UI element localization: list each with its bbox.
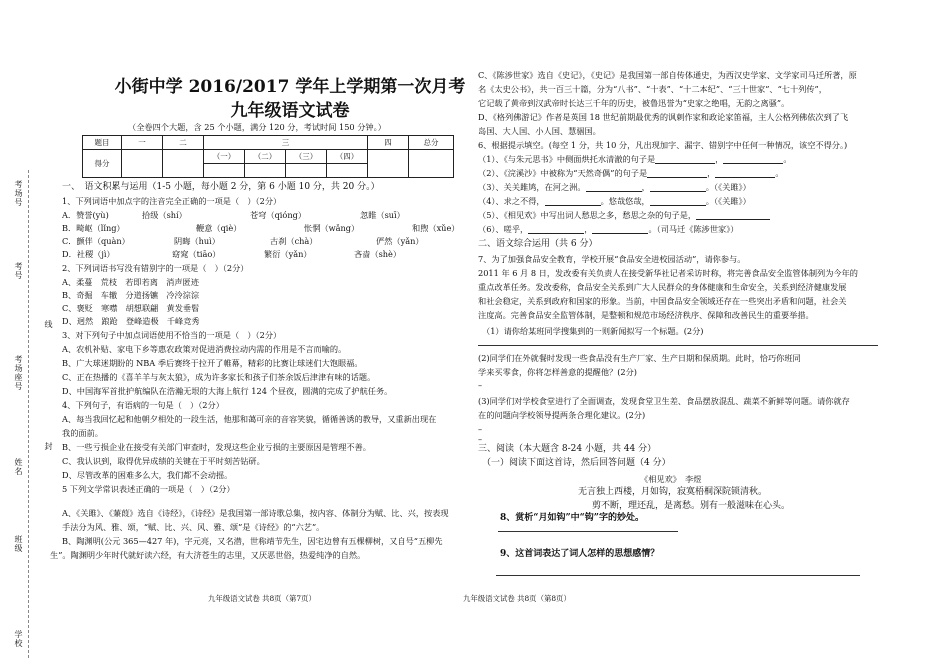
q1-d1: D．社稷（jì） [62, 249, 115, 259]
page-footer-left: 九年级语文试卷 共8页（第7页） [208, 594, 316, 603]
q6-5-text: （5）、《相见欢》中写出词人愁思之多，愁思之杂的句子是， [478, 210, 697, 220]
cell-four: 四 [368, 136, 409, 150]
cell-score-4[interactable] [368, 150, 409, 178]
q3-c: C、正在热播的《喜羊羊与灰太狼》，成为许多家长和孩子们茶余饭后津津有味的话题。 [62, 372, 376, 382]
q7-news-2: 重点改革任务。发改委称，食品安全关系到广大人民群众的身体健康和生命安全，关系到经济健康发展 [478, 282, 847, 292]
poem-title: 《相见欢》 李煜 [640, 474, 702, 484]
blank[interactable] [647, 177, 707, 178]
q1-b2: 鞭意（qiè） [196, 223, 242, 233]
blank[interactable] [650, 205, 706, 206]
blank[interactable] [592, 233, 648, 234]
q1-a4: 忽睢（suī） [360, 210, 405, 220]
q1: 1、下列词语中加点字的注音完全正确的一项是（ ）（2分） [62, 196, 282, 206]
q2: 2、下列词语书写没有错别字的一项是（ ）（2分） [62, 263, 249, 273]
q6: 6、根据提示填空。(每空 1 分，共 10 分，凡出现加字、漏字、错别字中任何一种情况，该空不得分。) [478, 140, 848, 150]
cell-sub2: （二） [245, 150, 286, 164]
cell-score-3a[interactable] [204, 164, 245, 178]
q1-c2: 阴晦（huì） [174, 236, 220, 246]
section-2-heading: 二、语文综合运用（共 6 分） [478, 239, 598, 249]
q7-1: （1）请你给某班同学搜集到的一则新闻拟写一个标题。(2分) [482, 326, 704, 336]
blank[interactable] [650, 191, 706, 192]
exam-title: 小街中学 2016/2017 学年上学期第一次月考 [114, 77, 466, 97]
binding-line [28, 170, 29, 658]
blank[interactable] [696, 219, 770, 220]
q6-5 [478, 210, 770, 220]
q4-d: D、尽管改革的困难多么大，我们都不会动摇。 [62, 470, 233, 480]
kaohao-label: 考号 [14, 262, 23, 280]
q1-c4: 俨然（yǎn） [376, 236, 424, 246]
cell-score-2[interactable] [163, 150, 204, 178]
q5-a: A、《关雎》、《蒹葭》选自《诗经》，《诗经》是我国第一部诗歌总集，按内容、体制分为赋、比、兴，按表现 [62, 508, 449, 518]
q4-a: A、每当我回忆起和他朝夕相处的一段生活，他那和蔼可亲的音容笑貌，循循善诱的教导，又重新出现在 [62, 414, 437, 424]
q7-news-1: 2011 年 6 月 8 日，发改委有关负责人在接受新华社记者采访时称，将完善食品安全监管体制列为今年的 [478, 268, 858, 278]
kaochang-label: 考场号 [14, 180, 23, 207]
q6-3 [478, 182, 751, 192]
q4: 4、下列句子，有语病的一句是（ ）（2分） [62, 400, 224, 410]
q4-a-cont: 我的面前。 [62, 428, 103, 438]
exam-subtitle: 九年级语文试卷 [230, 101, 350, 121]
cell-three: 三 [204, 136, 368, 150]
seal-feng: 封 [44, 442, 53, 451]
cell-sub1: （一） [204, 150, 245, 164]
section-1-heading: 一、 语文积累与运用（1-5 小题，每小题 2 分，第 6 小题 10 分，共 20 分。） [62, 182, 380, 192]
q2-b: B、奇掘 车辙 分道扬镳 冷泠淙淙 [62, 290, 200, 300]
q3: 3、对下列句子中加点词语使用不恰当的一项是（ ）（2分） [62, 330, 282, 340]
q1-b3: 怅惘（wǎng） [304, 223, 360, 233]
q5-c-cont1: 名《太史公书》，共一百三十篇，分为“八书”、“十表”、“十二本纪”、“三十世家”、“七十列传”， [478, 84, 827, 94]
q6-4 [478, 196, 751, 206]
q7: 7、为了加强食品安全教育，学校开展“食品安全进校园活动”，请你参与。 [478, 254, 746, 264]
q7-news-3: 和社会稳定，关系到政府和国家的形象。当前，中国食品安全领域还存在一些突出矛盾和问题，社会关 [478, 296, 847, 306]
q2-a: A、柔蔓 荒枝 若即若离 消声匿迹 [62, 277, 199, 287]
q3-b: B、广大球迷期盼的 NBA 季后赛终于拉开了帷幕，精彩的比赛让球迷们大饱眼福。 [62, 358, 363, 368]
cell-score-label: 得分 [83, 150, 122, 178]
poem-line-2: 剪不断，理还乱，是离愁。别有一般滋味在心头。 [592, 501, 791, 511]
answer-line-q7-1[interactable] [478, 345, 878, 346]
blank[interactable] [586, 191, 642, 192]
cell-two: 二 [163, 136, 204, 150]
q5-d-cont: 岛国、大人国、小人国、慧骃国。 [478, 126, 601, 136]
answer-line-q8[interactable] [498, 531, 678, 532]
q6-4-text: （4）、求之不得， [478, 196, 545, 206]
page-footer-right: 九年级语文试卷 共8页（第8页） [463, 594, 571, 603]
seal-xian: 线 [44, 320, 53, 329]
q1-c1: C．颤伴（quàn） [62, 236, 130, 246]
zuowei-label: 考场座号 [14, 355, 23, 391]
school-label: 学校 [14, 630, 23, 648]
q6-3-text: （3）、关关雎鸠，在河之洲。 [478, 182, 586, 192]
q4-c: C、我认识到，取得优异成绩的关键在于平时刻苦钻研。 [62, 456, 265, 466]
score-table [82, 135, 454, 178]
q6-6-src: 。（司马迁《陈涉世家》） [648, 224, 739, 234]
q6-3-src: 。（《关雎》） [705, 182, 751, 192]
q1-d2: 窈窕（tiāo） [172, 249, 221, 259]
cell-score-3b[interactable] [245, 164, 286, 178]
cell-score-total[interactable] [409, 150, 454, 178]
q5-c-cont2: 它记载了黄帝到汉武帝时长达三千年的历史，被鲁迅誉为“史家之绝唱，无韵之离骚”。 [478, 98, 790, 108]
q1-d4: 吝啬（shè） [354, 249, 402, 259]
q6-4-src: 。（《关雎》） [705, 196, 751, 206]
q7-news-4: 注度高。完善食品安全监管体制，是整顿和规范市场经济秩序、保障和改善民生的重要举措。 [478, 310, 814, 320]
blank[interactable] [655, 163, 715, 164]
blank[interactable] [723, 163, 783, 164]
q6-6 [478, 224, 739, 234]
q2-c: C、褒贬 寒噤 胡想联翩 黄发垂髫 [62, 303, 200, 313]
q5-b: B、陶渊明(公元 365—427 年)，字元亮，又名潜，世称靖节先生，因宅边曾有五棵柳树，又自号“五柳先 [62, 536, 443, 546]
q5-a-cont: 手法分为风、雅、颂，“赋、比、兴、风、雅、颂”是《诗经》的“六艺”。 [62, 522, 325, 532]
q7-2: (2)同学们在外就餐时发现一些食品没有生产厂家、生产日期和保质期。此时，恰巧你班同 [478, 353, 801, 363]
cell-score-3d[interactable] [327, 164, 368, 178]
class-label: 班级 [14, 535, 23, 553]
q6-1: （1）、《与朱元思书》中侧面烘托水清澈的句子是 ， 。 [478, 154, 792, 164]
cell-sub4: （四） [327, 150, 368, 164]
q6-2-sep: ， [707, 168, 716, 178]
cell-score-1[interactable] [122, 150, 163, 178]
q6-2-text: （2）、《浣溪沙》中被称为“天然奇偶”的句子是 [478, 168, 648, 178]
q6-1-sep: ， [715, 154, 724, 164]
answer-line-q9[interactable] [496, 575, 860, 576]
q5-c: C、《陈涉世家》选自《史记》，《史记》是我国第一部自传体通史，为西汉史学家、文学家司马迁所著，原 [478, 70, 857, 80]
blank[interactable] [545, 205, 601, 206]
cell-sub3: （三） [286, 150, 327, 164]
q2-d: D、迥然 踉跄 登峰造极 千峰竞秀 [62, 316, 200, 326]
blank[interactable] [715, 177, 775, 178]
q6-1-text: （1）、《与朱元思书》中侧面烘托水清澈的句子是 [478, 154, 656, 164]
q1-a1: A．赞誉(yù) [62, 210, 109, 220]
section-3-heading: 三、阅读（本大题含 8-24 小题，共 44 分） [478, 444, 657, 454]
exam-note: （全卷四个大题，含 25 个小题，满分 120 分，考试时间 150 分钟。） [128, 122, 386, 132]
q9: 9、这首词表达了词人怎样的思想感情？ [500, 549, 660, 559]
name-label: 姓名 [14, 458, 23, 476]
q6-6-text: （6）、嗟乎， [478, 224, 529, 234]
q1-c3: 古刹（chà） [270, 236, 318, 246]
q5: 5 下列文学常识表述正确的一项是（ ）（2分） [62, 484, 235, 494]
q1-d3: 繁衍（yǎn） [264, 249, 312, 259]
q5-b-cont: 生”。陶渊明少年时代就好读六经，有大济苍生的志里，又厌恶世俗，热爱纯净的自然。 [50, 550, 366, 560]
q1-b1: B．畸岖（lǐng） [62, 223, 125, 233]
q1-a3: 苍穹（qióng） [250, 210, 307, 220]
q6-3-sep: ， [641, 182, 650, 192]
q4-b: B、一些亏损企业在接受有关部门审查时，发现这些企业亏损的主要原因是管理不善。 [62, 442, 371, 452]
q3-d: D、中国海军首批护航编队在浩瀚无垠的大海上航行 124 个昼夜，圆满的完成了护航任务。 [62, 386, 393, 396]
cell-score-3c[interactable] [286, 164, 327, 178]
q7-3: (3)同学们对学校食堂进行了全面调查，发现食堂卫生差、食品摆放混乱、蔬菜不新鲜等问题。请你就存 [478, 396, 850, 406]
q7-2-cont: 学来买零食，你将怎样善意的提醒他？(2分) [478, 367, 637, 377]
cell-total: 总分 [409, 136, 454, 150]
q5-d: D、《格列佛游记》作者是英国 18 世纪前期最优秀的讽刺作家和政论家笛福，主人公格列佛依次到了飞 [478, 112, 849, 122]
section-3-1-heading: （一）阅读下面这首诗，然后回答问题（4 分） [482, 458, 671, 468]
q8: 8、赏析“月如钩”中“钩”字的妙处。 [500, 513, 644, 523]
answer-dash[interactable]: – [478, 434, 483, 444]
q6-6-sep: ， [584, 224, 593, 234]
answer-dash[interactable]: – [478, 424, 483, 434]
q6-4-mid: 。悠哉悠哉， [600, 196, 650, 206]
q7-3-cont: 在的问题向学校领导提两条合理化建议。(2分) [478, 410, 646, 420]
q1-a2: 拾级（shí） [142, 210, 187, 220]
answer-dash[interactable]: – [478, 380, 483, 390]
q6-2: （2）、《浣溪沙》中被称为“天然奇偶”的句子是 ， 。 [478, 168, 784, 178]
q1-b4: 和煦（xǔe） [412, 223, 460, 233]
blank[interactable] [528, 233, 584, 234]
q3-a: A、农机补贴、家电下乡等惠农政策对促进消费拉动内需的作用是不言而喻的。 [62, 344, 347, 354]
cell-title: 题目 [83, 136, 122, 150]
poem-line-1: 无言独上西楼，月如钩，寂寞梧桐深院锁清秋。 [578, 487, 768, 497]
cell-one: 一 [122, 136, 163, 150]
